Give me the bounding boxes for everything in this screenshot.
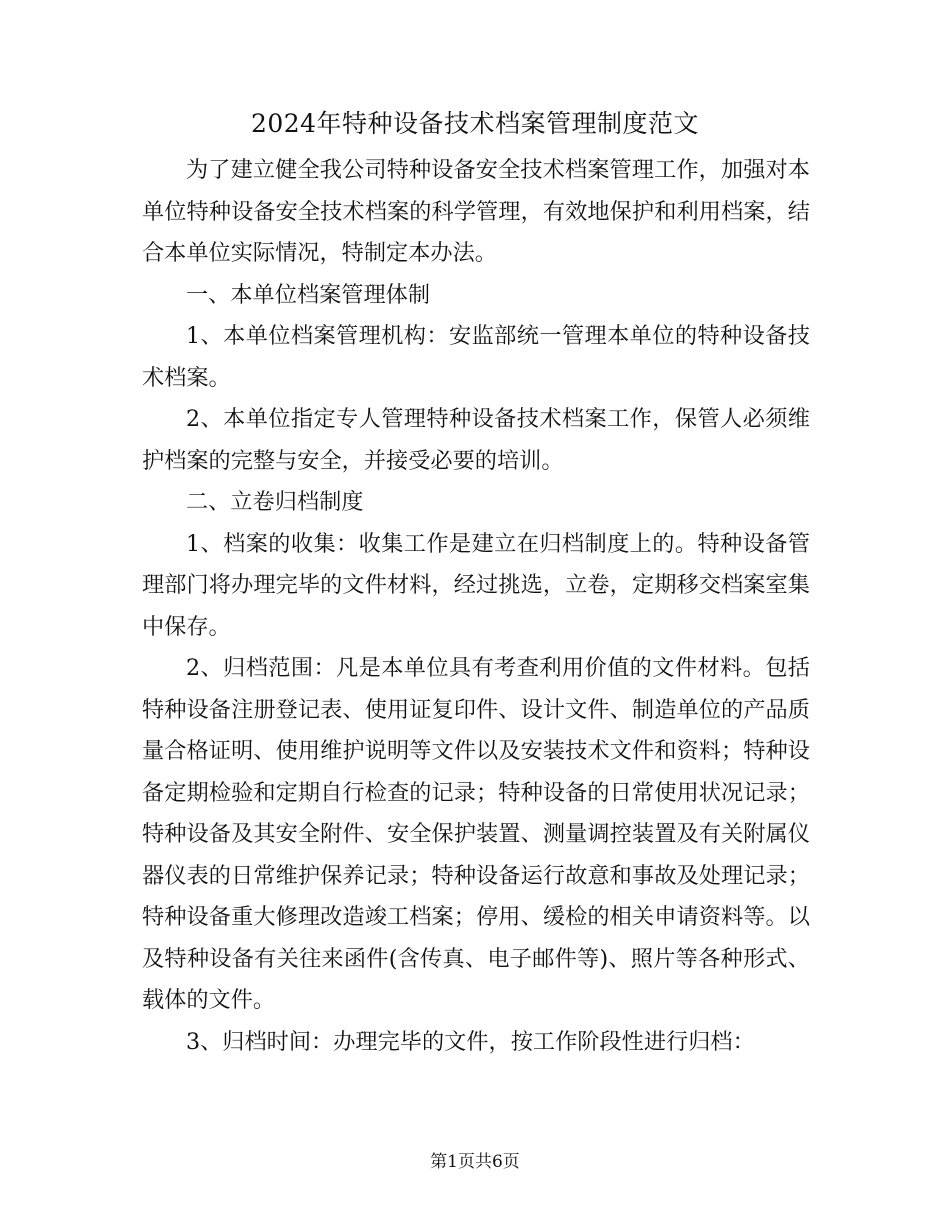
paragraph-2-2: 2、归档范围：凡是本单位具有考查利用价值的文件材料。包括特种设备注册登记表、使用证复印件、设计文件、制造单位的产品质量合格证明、使用维护说明等文件以及安装技术文件和资料；特种设备定期检验和定期自行检查的记录；特种设备的日常使用状况记录；特种设备及其安全附件、安全保护装置、测量调控装置及有关附属仪器仪表的日常维护保养记录；特种设备运行故意和事故及处理记录；特种设备重大修理改造竣工档案；停用、缓检的相关申请资料等。以及特种设备有关往来函件(含传真、电子邮件等)、照片等各种形式、载体的文件。 — [142, 655, 810, 1013]
page-number-footer: 第1页共6页 — [430, 1152, 520, 1172]
paragraph-intro: 为了建立健全我公司特种设备安全技术档案管理工作，加强对本单位特种设备安全技术档案的科学管理，有效地保护和利用档案，结合本单位实际情况，特制定本办法。 — [142, 157, 810, 266]
section-heading-1: 一、本单位档案管理体制 — [186, 281, 431, 308]
paragraph-1-2: 2、本单位指定专人管理特种设备技术档案工作，保管人必须维护档案的完整与安全，并接受必要的培训。 — [142, 406, 810, 474]
document-body — [142, 150, 810, 1063]
paragraph-2-3: 3、归档时间：办理完毕的文件，按工作阶段性进行归档： — [186, 1028, 755, 1055]
paragraph-2-1: 1、档案的收集：收集工作是建立在归档制度上的。特种设备管理部门将办理完毕的文件材料，经过挑选，立卷，定期移交档案室集中保存。 — [142, 530, 810, 640]
section-heading-2: 二、立卷归档制度 — [186, 489, 364, 515]
document-title: 2024年特种设备技术档案管理制度范文 — [250, 109, 700, 138]
paragraph-1-1: 1、本单位档案管理机构：安监部统一管理本单位的特种设备技术档案。 — [142, 323, 810, 391]
